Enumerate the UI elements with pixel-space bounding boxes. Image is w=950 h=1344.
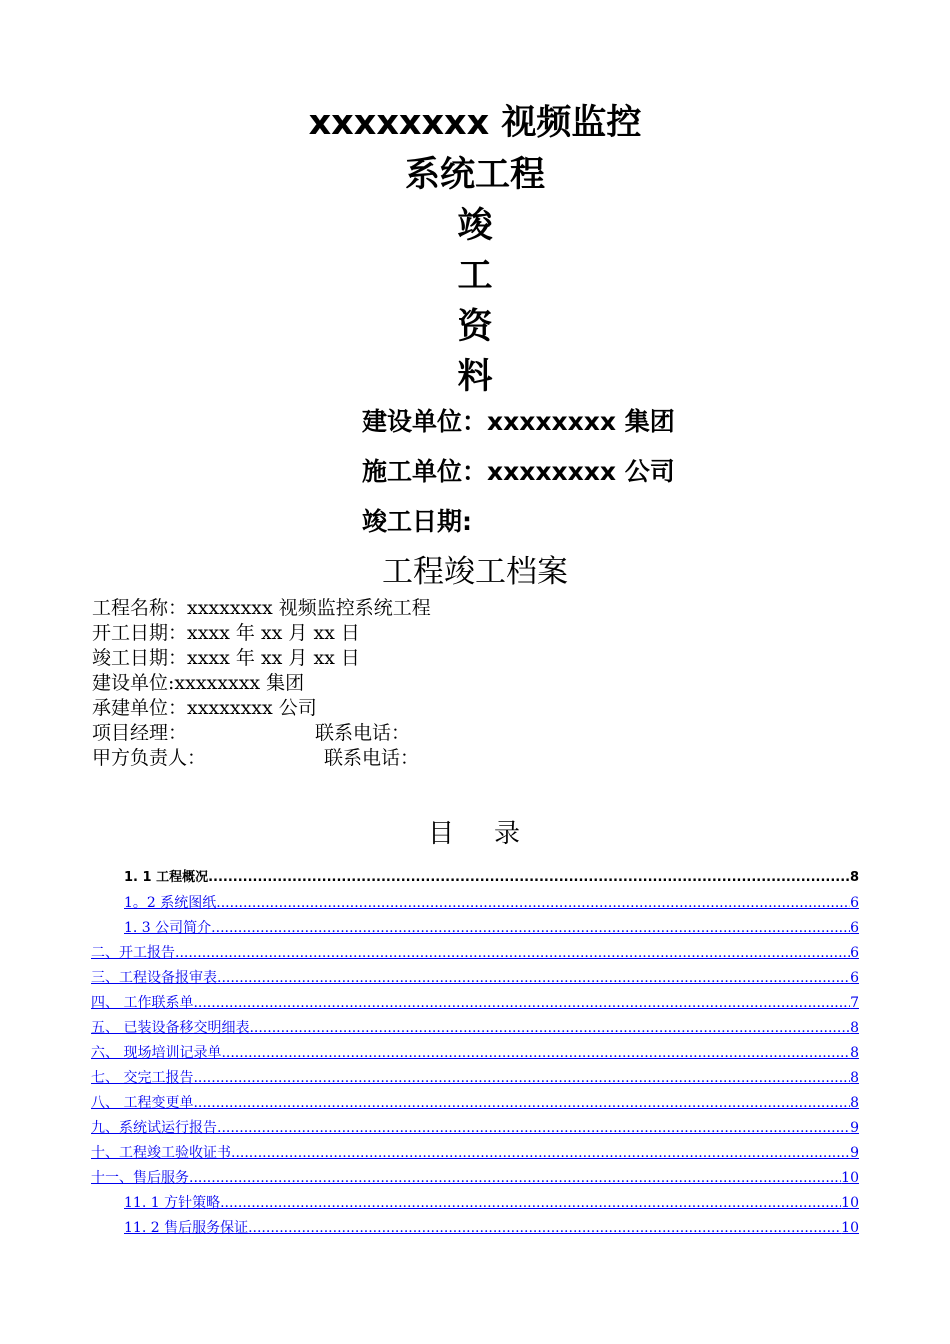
cover-title-line-4: 工 — [457, 256, 493, 296]
toc-entry-page: 10 — [841, 1220, 859, 1236]
cover-construction-unit: 建设单位：xxxxxxxx 集团 — [362, 407, 675, 436]
toc-entry-page: 8 — [850, 1070, 859, 1086]
toc-entry-label: 四、 工作联系单 — [91, 995, 194, 1011]
toc-entry[interactable] — [91, 1164, 859, 1188]
end-date: 竣工日期：xxxx 年 xx 月 xx 日 — [92, 647, 360, 669]
owner-rep-row — [92, 746, 431, 771]
cover-title-line-6: 料 — [457, 357, 493, 397]
toc-entry-page: 6 — [850, 920, 859, 936]
toc-entry-page: 7 — [850, 995, 859, 1011]
toc-entry[interactable] — [91, 1139, 859, 1163]
toc-entry-page: 8 — [849, 870, 859, 885]
start-date: 开工日期：xxxx 年 xx 月 xx 日 — [92, 622, 360, 644]
toc-entry[interactable] — [91, 1089, 859, 1113]
toc-entry-label: 1。2 系统图纸 — [124, 895, 217, 911]
cover-title-line-3: 竣 — [457, 206, 493, 246]
toc-entry-label: 八、 工程变更单 — [91, 1095, 194, 1111]
cover-title-line-2: 系统工程 — [404, 155, 545, 195]
owner-rep-label: 甲方负责人： — [92, 747, 207, 769]
toc-entry-page: 8 — [850, 1020, 859, 1036]
toc-entry-page: 9 — [850, 1120, 859, 1136]
toc-entry-label: 五、 已装设备移交明细表 — [91, 1020, 250, 1036]
toc-entry-label: 11. 2 售后服务保证 — [124, 1220, 249, 1236]
toc-entry-page: 6 — [850, 895, 859, 911]
toc-entry[interactable] — [124, 1189, 859, 1213]
toc-entry[interactable] — [124, 914, 859, 938]
toc-entry-page: 6 — [850, 945, 859, 961]
toc-entry-label: 11. 1 方针策略 — [124, 1195, 221, 1211]
toc-entry-label: 六、 现场培训记录单 — [91, 1045, 222, 1061]
contact-phone-label-1: 联系电话： — [315, 722, 411, 744]
toc-entry[interactable] — [91, 1114, 859, 1138]
toc-entry[interactable] — [124, 1214, 859, 1238]
archive-info — [92, 596, 431, 771]
toc-entry-page: 8 — [850, 1045, 859, 1061]
toc-entry-label: 十、工程竣工验收证书 — [91, 1145, 231, 1161]
toc-entry-page: 9 — [850, 1145, 859, 1161]
toc-entry-page: 10 — [841, 1195, 859, 1211]
toc-entry[interactable] — [91, 989, 859, 1013]
contact-phone-label-2: 联系电话： — [324, 747, 420, 769]
toc-entry[interactable] — [91, 964, 859, 988]
toc-heading — [0, 814, 950, 854]
toc-entry-page: 8 — [850, 1095, 859, 1111]
toc-entry — [124, 864, 859, 888]
project-manager-row — [92, 721, 431, 746]
toc-entry-label: 1. 3 公司简介 — [124, 920, 212, 936]
toc-heading-char-2: 录 — [494, 819, 523, 849]
toc-heading-char-1: 目 — [427, 819, 456, 849]
project-name: 工程名称：xxxxxxxx 视频监控系统工程 — [92, 597, 431, 619]
toc-entry-label: 十一、售后服务 — [91, 1170, 189, 1186]
toc-entry[interactable] — [124, 889, 859, 913]
cover-title-line-5: 资 — [457, 307, 493, 347]
toc-entry-label: 三、工程设备报审表 — [91, 970, 217, 986]
cover-title-line-1: xxxxxxxx 视频监控 — [308, 103, 642, 143]
cover-builder-unit: 施工单位：xxxxxxxx 公司 — [362, 457, 675, 486]
toc-entry-label: 七、 交完工报告 — [91, 1070, 194, 1086]
cover-completion-date: 竣工日期: — [362, 507, 472, 536]
archive-title: 工程竣工档案 — [382, 554, 568, 590]
toc-entry[interactable] — [91, 1064, 859, 1088]
toc-entry[interactable] — [91, 939, 859, 963]
toc-entry[interactable] — [91, 1014, 859, 1038]
construction-unit: 建设单位:xxxxxxxx 集团 — [92, 672, 305, 694]
toc-entry-label: 九、系统试运行报告 — [91, 1120, 217, 1136]
project-manager-label: 项目经理： — [92, 722, 188, 744]
toc-entry-page: 10 — [841, 1170, 859, 1186]
toc-entry-label: 二、开工报告 — [91, 945, 175, 961]
contractor: 承建单位：xxxxxxxx 公司 — [92, 697, 317, 719]
toc-entry-page: 6 — [850, 970, 859, 986]
toc-entry-label: 1. 1 工程概况 — [124, 870, 209, 885]
toc-entry[interactable] — [91, 1039, 859, 1063]
